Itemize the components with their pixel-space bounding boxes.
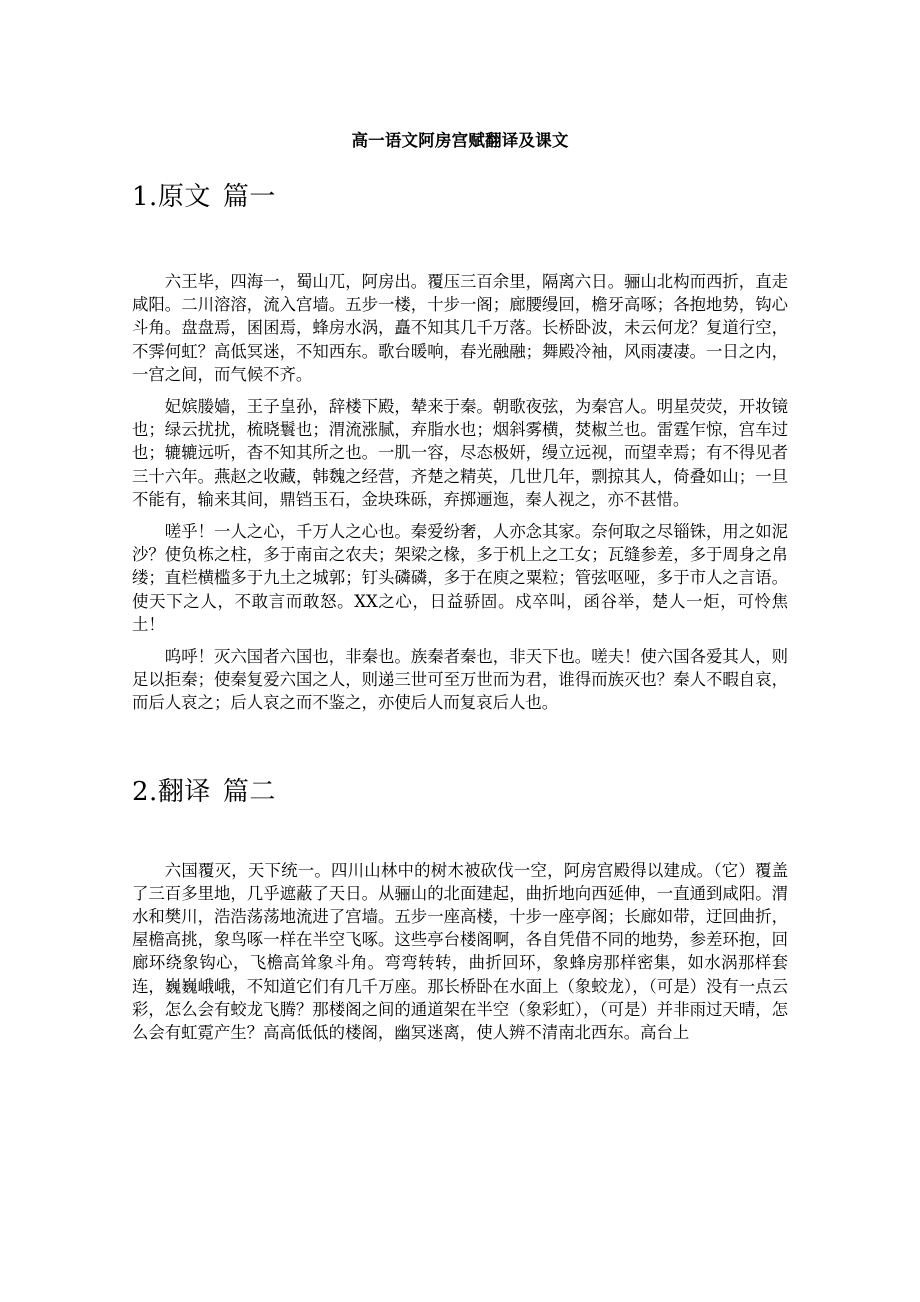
paragraph: 六国覆灭，天下统一。四川山林中的树木被砍伐一空，阿房宫殿得以建成。（它）覆盖了三百多里地，几乎遮蔽了天日。从骊山的北面建起，曲折地向西延伸，一直通到咸阳。渭水和樊川，浩浩荡荡地流进了宫墙。五步一座高楼，十步一座亭阁；长廊如带，迂回曲折，屋檐高挑，象鸟啄一样在半空飞啄。这些亭台楼阁啊，各自凭借不同的地势，参差环抱，回廊环绕象钩心，飞檐高耸象斗角。弯弯转转，曲折回环，象蜂房那样密集，如水涡那样套连，巍巍峨峨，不知道它们有几千万座。那长桥卧在水面上（象蛟龙），（可是）没有一点云彩，怎么会有蛟龙飞腾？那楼阁之间的通道架在半空（象彩虹），（可是）并非雨过天晴，怎么会有虹霓产生？高高低低的楼阁，幽冥迷离，使人辨不清南北西东。高台上: [132, 860, 788, 1043]
section-1-subtitle: 篇一: [222, 182, 276, 212]
section-1-number: 1.: [132, 182, 158, 212]
page-title: 高一语文阿房宫赋翻译及课文: [351, 131, 569, 150]
document-content: [132, 0, 788, 1044]
section-2-name: 翻译: [157, 776, 211, 807]
paragraph: 呜呼！灭六国者六国也，非秦也。族秦者秦也，非天下也。嗟夫！使六国各爱其人，则足以拒秦；使秦复爱六国之人，则递三世可至万世而为君，谁得而族灭也？秦人不暇自哀，而后人哀之；后人哀之而不鉴之，亦使后人而复哀后人也。: [132, 647, 788, 713]
paragraph: 六王毕，四海一，蜀山兀，阿房出。覆压三百余里，隔离六日。骊山北构而西折，直走咸阳。二川溶溶，流入宫墙。五步一楼，十步一阁；廊腰缦回，檐牙高啄；各抱地势，钩心斗角。盘盘焉，囷囷焉，蜂房水涡，矗不知其几千万落。长桥卧波，未云何龙？复道行空，不霁何虹？高低冥迷，不知西东。歌台暖响，春光融融；舞殿冷袖，风雨凄凄。一日之内，一宫之间，而气候不齐。: [132, 272, 788, 384]
section-1-name: 原文: [157, 182, 211, 212]
paragraph: 妃嫔媵嫱，王子皇孙，辞楼下殿，辇来于秦。朝歌夜弦，为秦宫人。明星荧荧，开妆镜也；绿云扰扰，梳晓鬟也；渭流涨腻，弃脂水也；烟斜雾横，焚椒兰也。雷霆乍惊，宫车过也；辘辘远听，杳不知其所之也。一肌一容，尽态极妍，缦立远视，而望幸焉；有不得见者三十六年。燕赵之收藏，韩魏之经营，齐楚之精英，几世几年，剽掠其人，倚叠如山；一旦不能有，输来其间，鼎铛玉石，金块珠砾，弃掷逦迤，秦人视之，亦不甚惜。: [132, 397, 788, 509]
section-1-heading: [132, 180, 788, 214]
section-2-heading: [132, 775, 788, 809]
paragraph: 嗟乎！一人之心，千万人之心也。秦爱纷奢，人亦念其家。奈何取之尽锱铢，用之如泥沙？使负栋之柱，多于南亩之农夫；架梁之椽，多于机上之工女；瓦缝参差，多于周身之帛缕；直栏横槛多于九土之城郭；钉头磷磷，多于在庾之粟粒；管弦呕哑，多于市人之言语。使天下之人，不敢言而敢怒。XX之心，日益骄固。戍卒叫，函谷举，楚人一炬，可怜焦土！: [132, 522, 788, 634]
section-1-body: [132, 270, 788, 715]
section-2-number: 2.: [132, 776, 158, 807]
section-1: [132, 180, 788, 214]
section-2-body: [132, 859, 788, 1045]
section-2-subtitle: 篇二: [222, 776, 276, 807]
section-2: [132, 775, 788, 809]
